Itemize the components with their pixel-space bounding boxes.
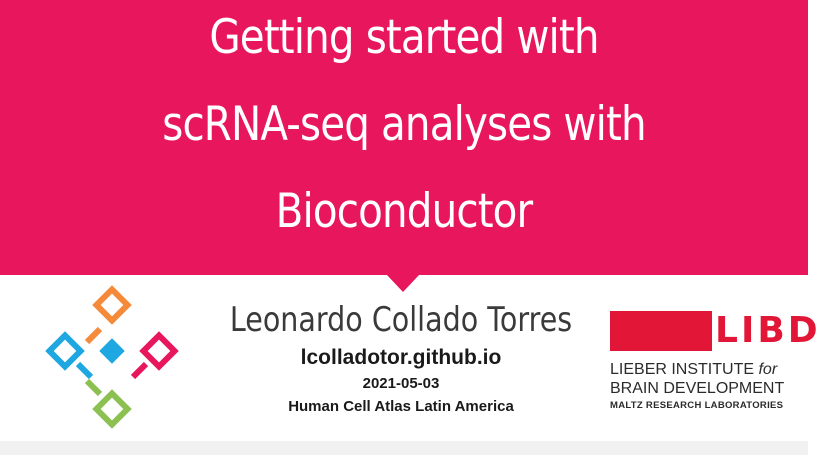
libd-institute-name-main: LIEBER INSTITUTE xyxy=(610,361,759,378)
author-name: Leonardo Collado Torres xyxy=(229,300,573,340)
libd-brain-development: BRAIN DEVELOPMENT xyxy=(610,380,785,397)
libd-red-bar xyxy=(610,311,712,351)
logo-green-link xyxy=(87,381,100,394)
title-line-3: Bioconductor xyxy=(275,184,533,239)
logo-blue-left xyxy=(49,335,80,366)
banner-pointer xyxy=(386,274,420,292)
title-line-1: Getting started with xyxy=(209,10,599,65)
libd-logo xyxy=(607,305,821,417)
logo-green-bottom xyxy=(96,393,127,424)
libd-institute-name xyxy=(610,361,777,379)
libd-wordmark: LIBD xyxy=(715,310,821,351)
author-website: lcolladotor.github.io xyxy=(300,346,502,369)
bioconductor-diamond-logo-icon xyxy=(44,292,186,432)
event-name: Human Cell Atlas Latin America xyxy=(288,398,514,415)
libd-maltz-labs: MALTZ RESEARCH LABORATORIES xyxy=(610,400,784,411)
title-line-2: scRNA-seq analyses with xyxy=(162,97,646,152)
logo-orange-link xyxy=(87,329,100,342)
logo-pink-link xyxy=(133,364,146,377)
logo-orange-top xyxy=(96,289,127,320)
talk-date: 2021-05-03 xyxy=(362,375,440,392)
logo-pink-right xyxy=(143,335,174,366)
libd-institute-for: for xyxy=(758,361,778,378)
bottom-strip xyxy=(0,441,808,455)
slide-title xyxy=(57,0,752,255)
logo-center-diamond xyxy=(99,338,124,363)
logo-blue-link xyxy=(78,364,91,377)
